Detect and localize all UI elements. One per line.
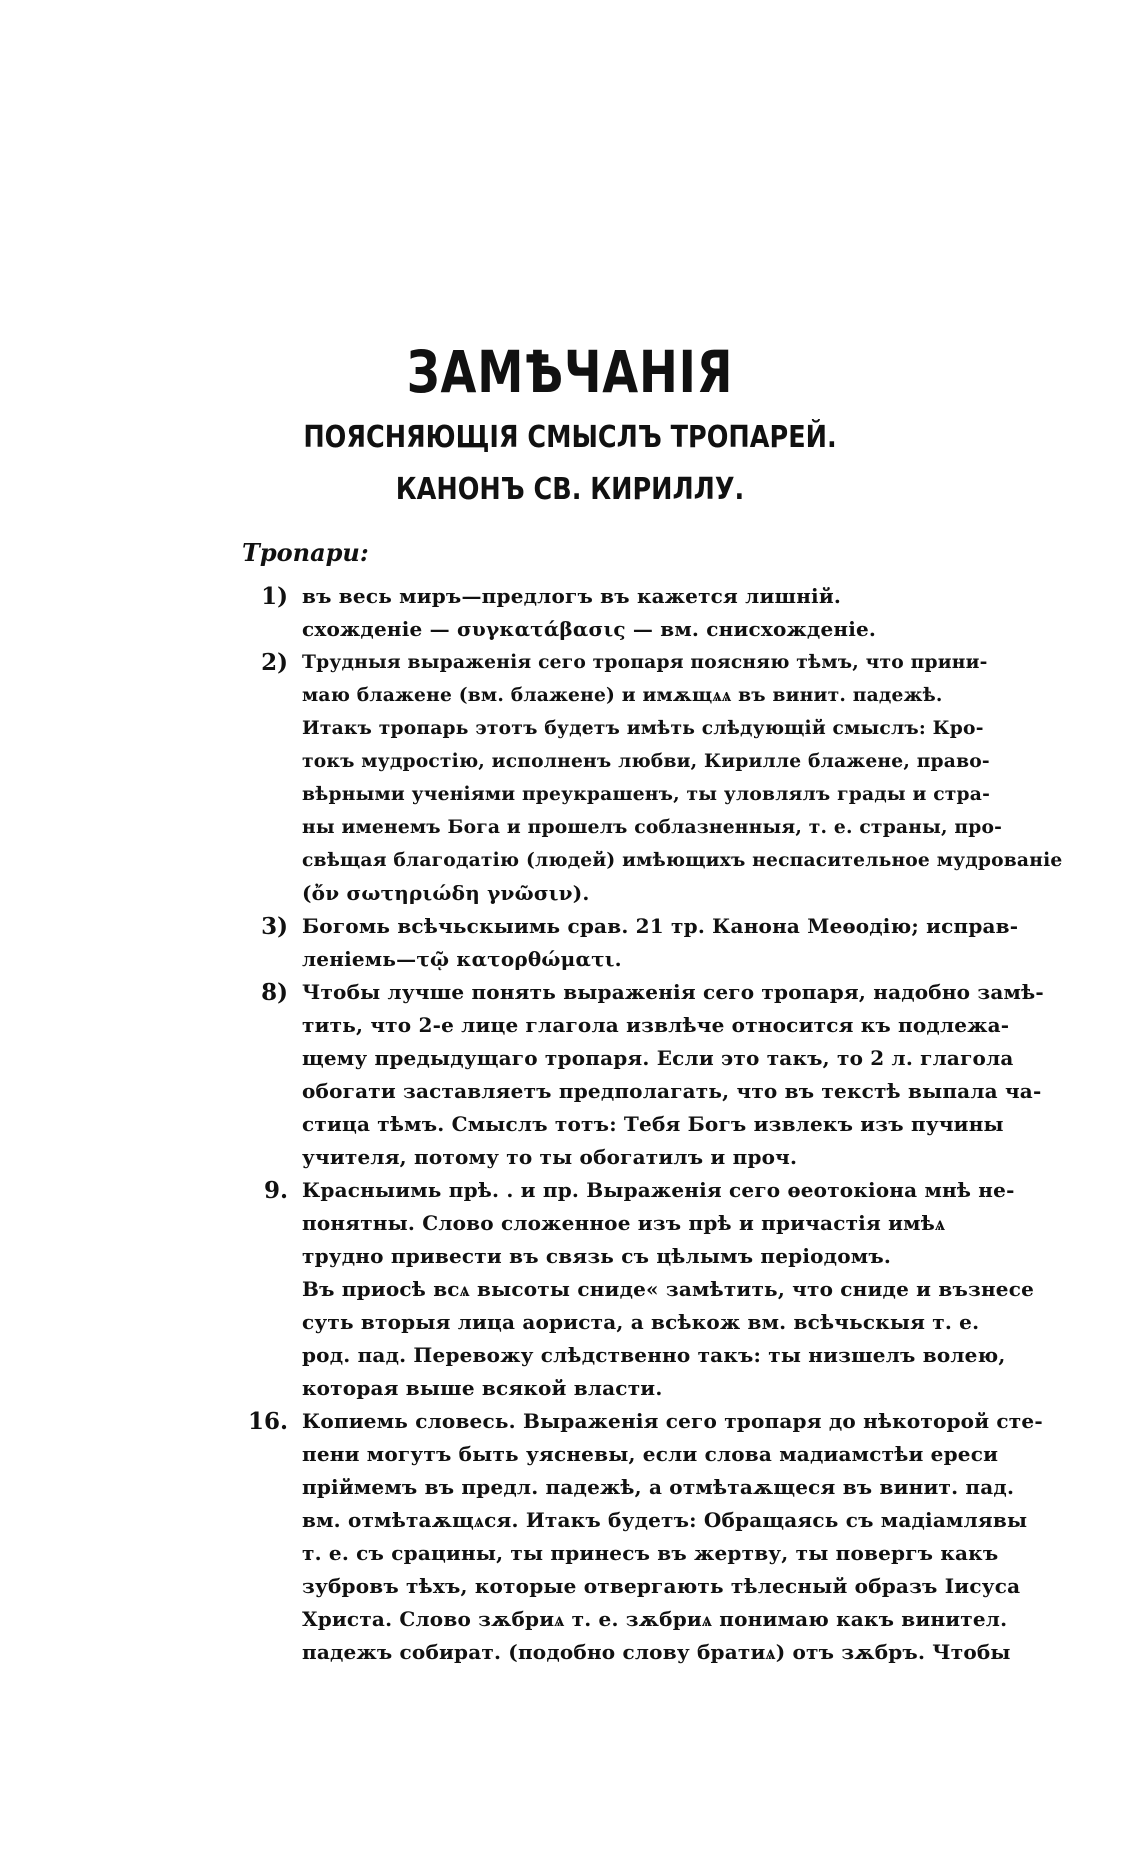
note-number: 3) [261,913,288,940]
note-body [302,1174,1060,1405]
note-line: леніемь—τῷ κατορθώματι. [302,947,622,971]
note-entry [240,1174,1060,1405]
note-line: Итакъ тропарь этотъ будетъ имѣть слѣдующій смыслъ: Кро- [302,717,984,739]
canon-heading: КАНОНЪ СВ. КИРИЛЛУ. [395,472,745,507]
note-entry [240,646,1063,910]
note-line: обогати заставляетъ предполагать, что въ текстѣ выпала ча- [302,1079,1042,1103]
note-number: 8) [261,979,288,1006]
note-line: въ весь миръ—предлогъ въ кажется лишній. [302,584,842,608]
note-line: Христа. Слово зѫбриѧ т. е. зѫбриѧ понимаю какъ винител. [302,1607,1008,1631]
note-body [302,580,1060,646]
note-body [302,646,1062,910]
note-line: свѣщая благодатію (людей) имѣющихъ неспасительное мудрованіе [302,849,1063,871]
page-title: ЗАМѢЧАНІЯ [406,338,734,406]
note-body [302,976,1060,1174]
note-body [302,1405,1060,1669]
note-line: вѣрными ученіями преукрашенъ, ты уловлялъ грады и стра- [302,783,991,805]
note-entry [240,1405,1060,1669]
note-line: падежъ собират. (подобно слову братиѧ) отъ зѫбръ. Чтобы [302,1640,1011,1664]
note-line: ны именемъ Бога и прошелъ соблазненныя, т. е. страны, про- [302,816,1003,838]
note-line: маю блажене (вм. блажене) и имѫщѧѧ въ винит. падежѣ. [302,684,943,706]
section-label: Тропари: [242,538,369,567]
notes-list [240,580,1063,1669]
note-line: Богомь всѣчьскыимь срав. 21 тр. Канона Меѳодію; исправ- [302,914,1019,938]
note-line: Въ приосѣ всѧ высоты сниде« замѣтить, что сниде и възнесе [302,1277,1035,1301]
note-line: Копиемь словесь. Выраженія сего тропаря до нѣкоторой сте- [302,1409,1043,1433]
note-number: 1) [261,583,288,610]
note-entry [240,910,1060,976]
note-line: т. е. съ срацины, ты принесъ въ жертву, ты повергъ какъ [302,1541,999,1565]
note-line: пени могутъ быть уясневы, если слова мадиамстѣи ереси [302,1442,999,1466]
note-line: стица тѣмъ. Смыслъ тотъ: Тебя Богъ извлекъ изъ пучины [302,1112,1004,1136]
note-line: схожденіе — συγκατάβασις — вм. снисхожденіе. [302,617,877,641]
note-line: Красныимь прѣ. . и пр. Выраженія сего ѳеотокіона мнѣ не- [302,1178,1015,1202]
note-body [302,910,1060,976]
note-line: пріймемъ въ предл. падежѣ, а отмѣтаѫщеся въ винит. пад. [302,1475,1015,1499]
note-line: которая выше всякой власти. [302,1376,663,1400]
note-line: (ὄν σωτηριώδη γνῶσιν). [302,881,590,905]
note-line: суть вторыя лица аориста, а всѣкож вм. всѣчьскыя т. е. [302,1310,980,1334]
note-line: трудно привести въ связь съ цѣлымъ періодомъ. [302,1244,892,1268]
note-line: токъ мудростію, исполненъ любви, Кирилле блажене, право- [302,750,990,772]
note-line: щему предыдущаго тропаря. Если это такъ, то 2 л. глагола [302,1046,1014,1070]
note-line: вм. отмѣтаѫщѧся. Итакъ будетъ: Обращаясь съ мадіамлявы [302,1508,1028,1532]
note-line: зубровъ тѣхъ, которые отвергають тѣлесный образъ Іисуса [302,1574,1021,1598]
note-line: понятны. Слово сложенное изъ прѣ и причастія имѣѧ [302,1211,946,1235]
note-line: Чтобы лучше понять выраженія сего тропаря, надобно замѣ- [302,980,1044,1004]
note-line: тить, что 2-е лице глагола извлѣче относится къ подлежа- [302,1013,1010,1037]
note-number: 2) [261,649,288,676]
page-subtitle: ПОЯСНЯЮЩІЯ СМЫСЛЪ ТРОПАРЕЙ. [303,420,837,455]
note-line: род. пад. Перевожу слѣдственно такъ: ты низшелъ волею, [302,1343,1006,1367]
note-number: 16. [247,1408,288,1435]
note-entry [240,580,1060,646]
note-line: учителя, потому то ты обогатилъ и проч. [302,1145,798,1169]
note-number: 9. [263,1177,288,1204]
note-line: Трудныя выраженія сего тропаря поясняю тѣмъ, что прини- [302,651,988,673]
note-entry [240,976,1060,1174]
